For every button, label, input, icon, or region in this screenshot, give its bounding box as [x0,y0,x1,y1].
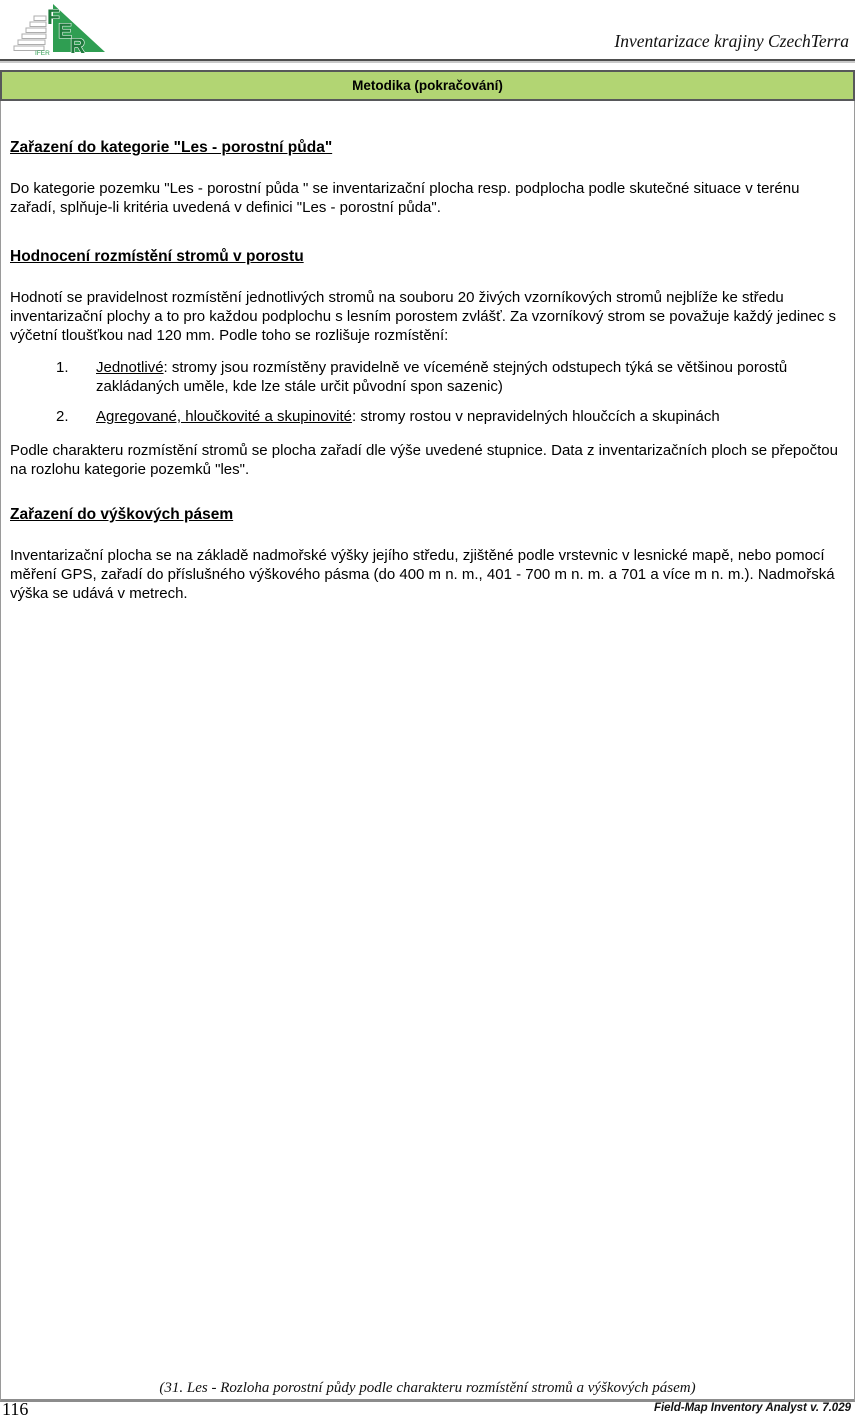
header-title: Inventarizace krajiny CzechTerra [614,31,849,51]
paragraph-distribution-outro: Podle charakteru rozmístění stromů se plocha zařadí dle výše uvedené stupnice. Data z inventarizačních ploch se přepočtou na rozlohu kategorie pozemků "les". [10,442,838,478]
figure-caption: (31. Les - Rozloha porostní půdy podle charakteru rozmístění stromů a výškových pásem) [159,1380,696,1396]
paragraph-category: Do kategorie pozemku "Les - porostní půda " se inventarizační plocha resp. podplocha podle skutečné situace v terénu zařadí, splňuje-li kritéria uvedená v definici "Les - porostní půda". [10,180,800,216]
app-version-label: Field-Map Inventory Analyst v. 7.029 [653,1402,851,1414]
list-rest: : stromy jsou rozmístěny pravidelně ve víceméně stejných odstupech týká se většinou porostů zakládaných uměle, kde lze stále určit původní spon sazenic) [96,359,788,395]
list-term: Jednotlivé [96,359,164,376]
list-term: Agregované, hloučkovité a skupinovité [96,408,352,425]
svg-text:F: F [47,6,60,29]
heading-tree-distribution: Hodnocení rozmístění stromů v porostu [10,248,304,265]
svg-text:E: E [58,20,73,43]
ifer-logo-icon [12,3,108,59]
paragraph-elevation: Inventarizační plocha se na základě nadmořské výšky jejího středu, zjištěné podle vrstevnic v lesnické mapě, nebo pomocí měření GPS, zařadí do příslušného výškového pásma (do 400 m n. m., 401 - 700 m n. m. a 701 a více m n. m.). Nadmořská výška se udává v metrech. [10,547,835,602]
distribution-list [10,358,845,426]
heading-les-porostni-puda: Zařazení do kategorie "Les - porostní půda" [10,139,333,156]
list-item-text [96,358,845,396]
list-item-text [96,407,845,426]
paragraph-distribution-intro: Hodnotí se pravidelnost rozmístění jednotlivých stromů na souboru 20 živých vzorníkových stromů nejblíže ke středu inventarizační plochy a to pro každou podplochu s lesním porostem zvlášť. Za vzorníkový strom se považuje každý jedinec s výčetní tloušťkou nad 120 mm. Podle toho se rozlišuje rozmístění: [10,289,837,344]
content-box [0,101,855,1402]
ifer-logo-graphic [12,3,108,59]
list-number: 1. [56,359,69,376]
list-item-agregovane [56,407,845,426]
logo-text: IFER [35,50,50,57]
section-banner [0,70,855,101]
banner-label: Metodika (pokračování) [352,78,503,93]
heading-elevation-zones: Zařazení do výškových pásem [10,506,234,523]
header-rule [0,59,855,61]
list-item-jednotlive [56,358,845,396]
svg-text:R: R [70,35,86,58]
list-number: 2. [56,408,69,425]
list-rest: : stromy rostou v nepravidelných hloučcích a skupinách [352,408,720,425]
page-number: 116 [2,1399,29,1419]
